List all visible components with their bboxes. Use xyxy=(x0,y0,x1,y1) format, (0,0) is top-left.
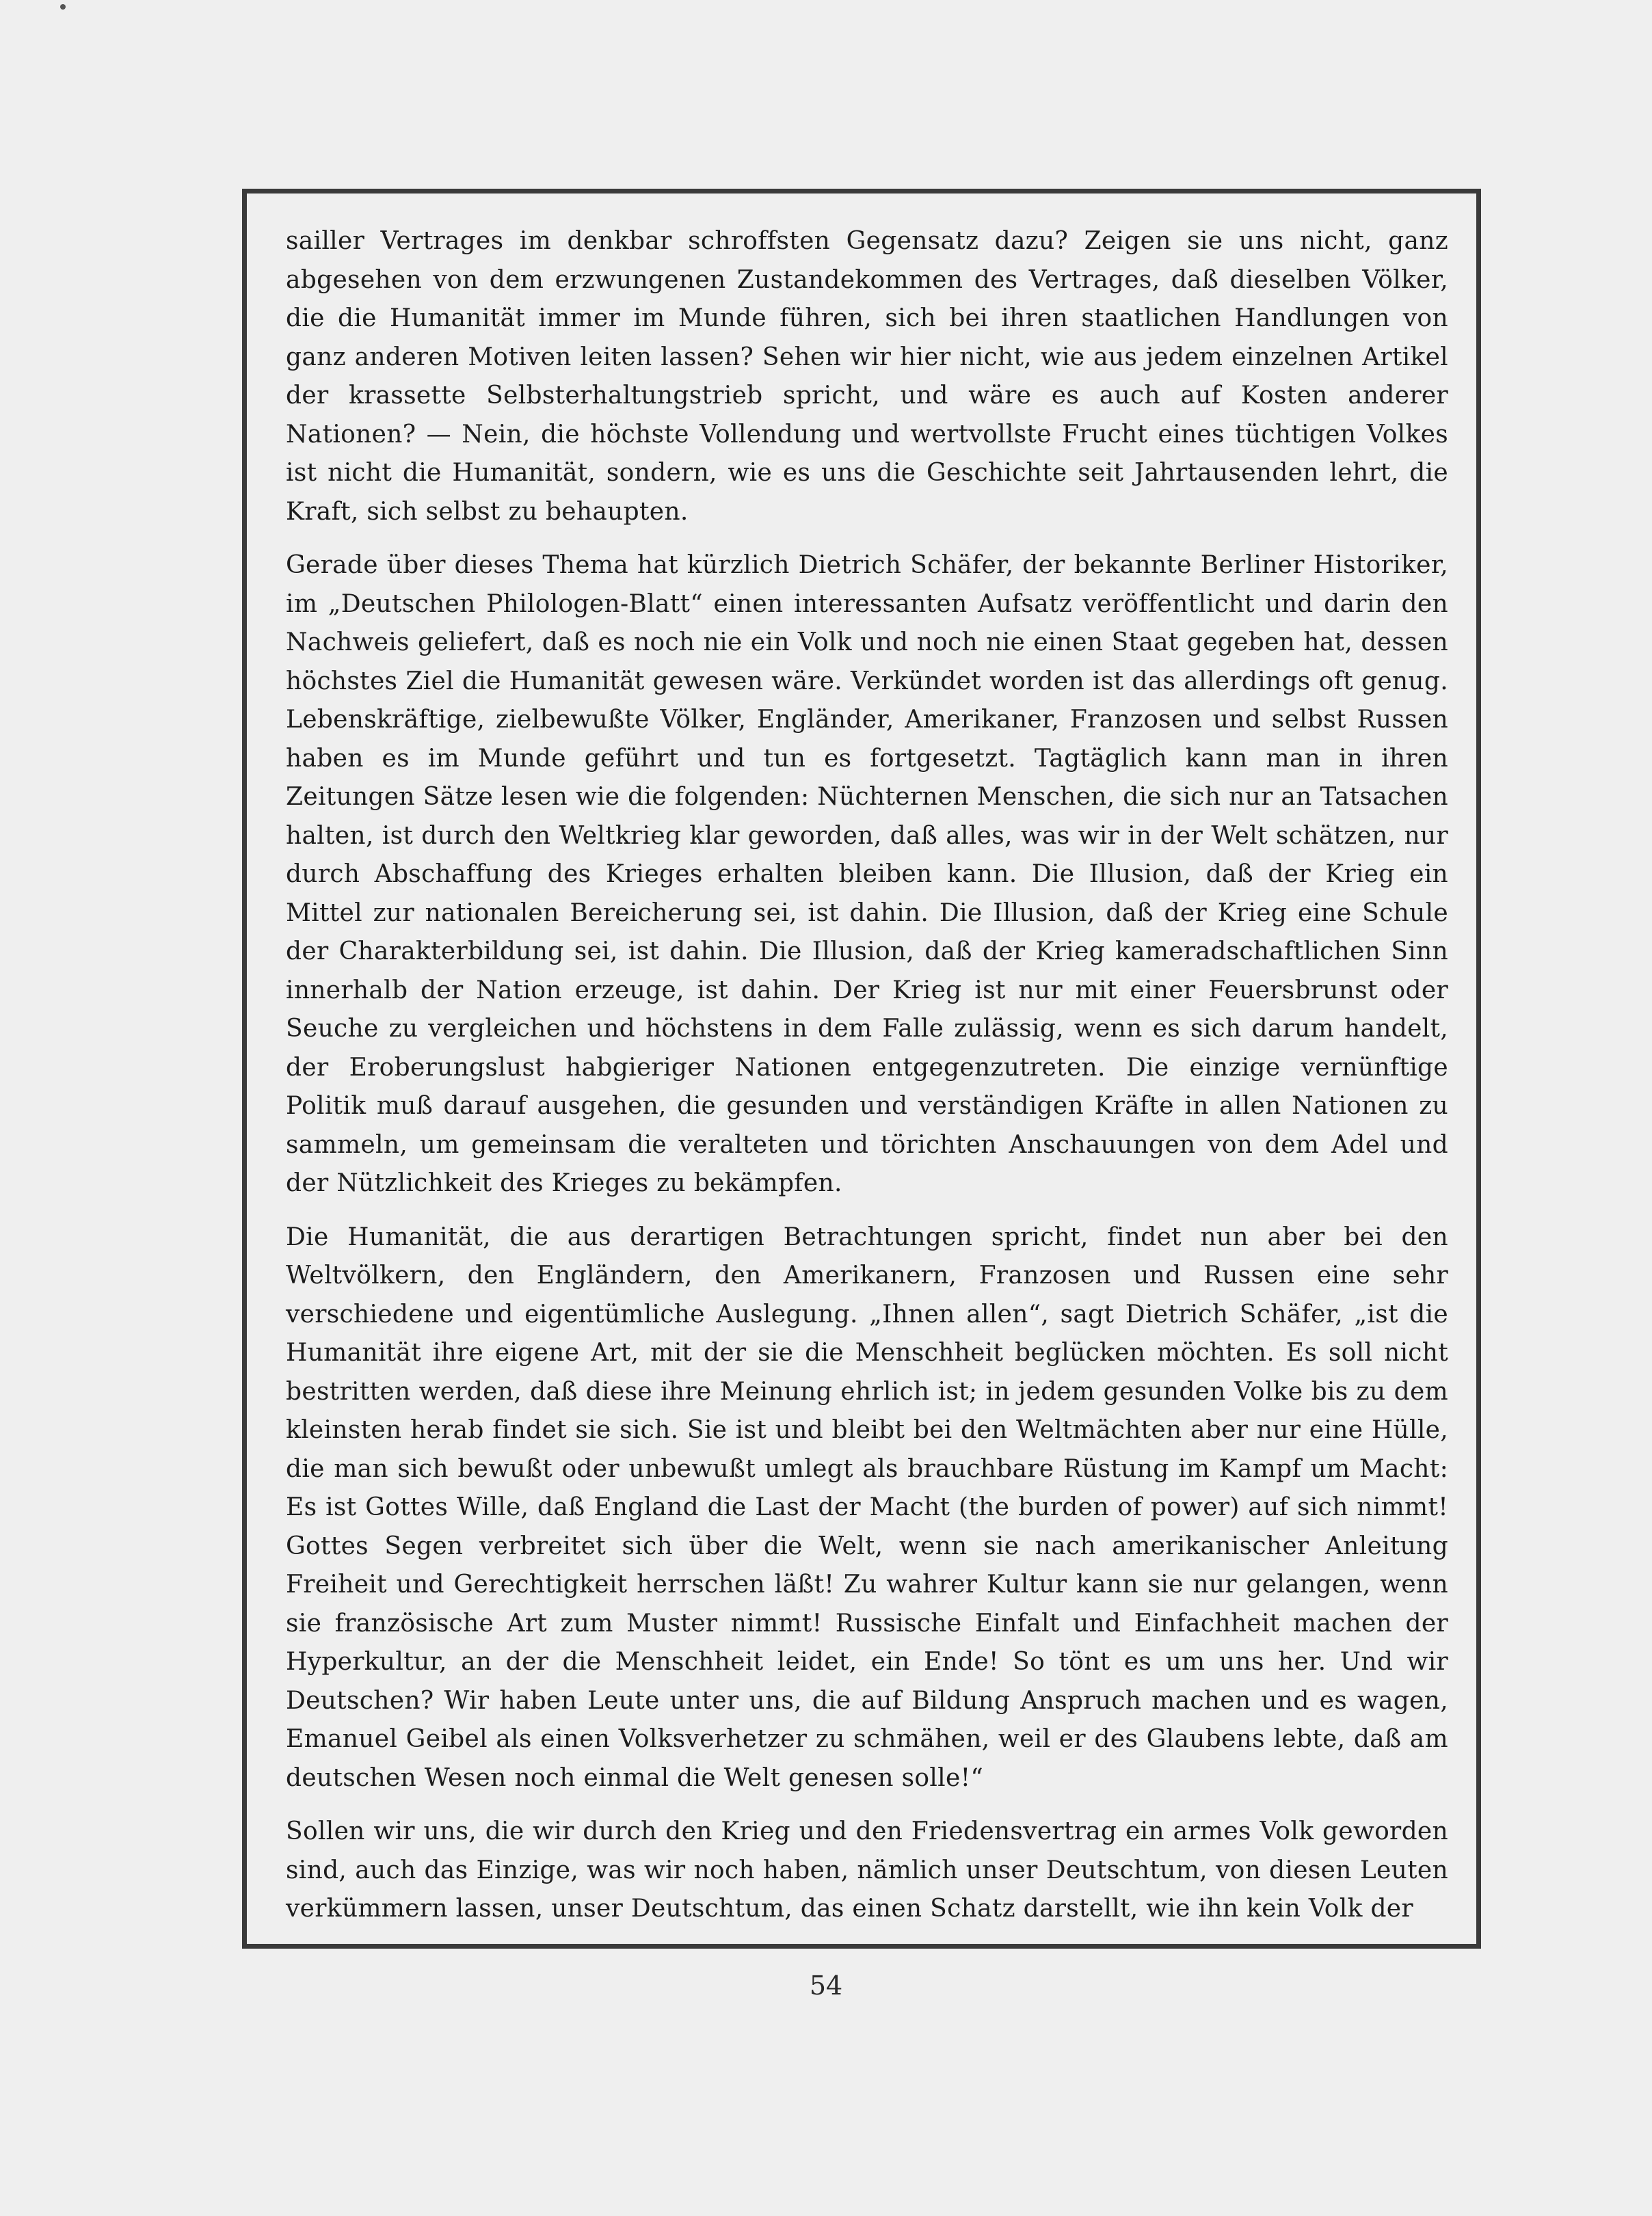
paragraph-1: sailler Vertrages im denkbar schroffsten Gegensatz dazu? Zeigen sie uns nicht, ganz abgesehen von dem erzwungenen Zustandekommen des Vertrages, daß dieselben Völker, die die Humanität immer im Munde führen, sich bei ihren staatlichen Handlungen von ganz anderen Motiven leiten lassen? Sehen wir hier nicht, wie aus jedem einzelnen Artikel der krassette Selbsterhaltungstrieb spricht, und wäre es auch auf Kosten anderer Nationen? — Nein, die höchste Vollendung und wertvollste Frucht eines tüchtigen Volkes ist nicht die Humanität, sondern, wie es uns die Geschichte seit Jahrtausenden lehrt, die Kraft, sich selbst zu behaupten. xyxy=(286,227,1448,526)
body-text xyxy=(286,222,1448,1944)
page-number: 54 xyxy=(809,1971,843,2001)
text-frame xyxy=(242,189,1481,1949)
paragraph-4: Sollen wir uns, die wir durch den Krieg und den Friedensvertrag ein armes Volk geworden sind, auch das Einzige, was wir noch haben, nämlich unser Deutschtum, von diesen Leuten verkümmern lassen, unser Deutschtum, das einen Schatz darstellt, wie ihn kein Volk der xyxy=(286,1817,1448,1923)
scan-speck xyxy=(60,4,66,10)
paragraph-3: Die Humanität, die aus derartigen Betrachtungen spricht, findet nun aber bei den Weltvölkern, den Engländern, den Amerikanern, Franzosen und Russen eine sehr verschiedene und eigentümliche Auslegung. „Ihnen allen“, sagt Dietrich Schäfer, „ist die Humanität ihre eigene Art, mit der sie die Menschheit beglücken möchten. Es soll nicht bestritten werden, daß diese ihre Meinung ehrlich ist; in jedem gesunden Volke bis zu dem kleinsten herab findet sie sich. Sie ist und bleibt bei den Weltmächten aber nur eine Hülle, die man sich bewußt oder unbewußt umlegt als brauchbare Rüstung im Kampf um Macht: Es ist Gottes Wille, daß England die Last der Macht (the burden of power) auf sich nimmt! Gottes Segen verbreitet sich über die Welt, wenn sie nach amerikanischer Anleitung Freiheit und Gerechtigkeit herrschen läßt! Zu wahrer Kultur kann sie nur gelangen, wenn sie französische Art zum Muster nimmt! Russische Einfalt und Einfachheit machen der Hyperkultur, an der die Menschheit leidet, ein Ende! So tönt es um uns her. Und wir Deutschen? Wir haben Leute unter uns, die auf Bildung Anspruch machen und es wagen, Emanuel Geibel als einen Volksverhetzer zu schmähen, weil er des Glaubens lebte, daß am deutschen Wesen noch einmal die Welt genesen solle!“ xyxy=(286,1223,1448,1792)
paragraph-2: Gerade über dieses Thema hat kürzlich Dietrich Schäfer, der bekannte Berliner Historiker, im „Deutschen Philologen-Blatt“ einen interessanten Aufsatz veröffentlicht und darin den Nachweis geliefert, daß es noch nie ein Volk und noch nie einen Staat gegeben hat, dessen höchstes Ziel die Humanität gewesen wäre. Verkündet worden ist das allerdings oft genug. Lebenskräftige, zielbewußte Völker, Engländer, Amerikaner, Franzosen und selbst Russen haben es im Munde geführt und tun es fortgesetzt. Tagtäglich kann man in ihren Zeitungen Sätze lesen wie die folgenden: Nüchternen Menschen, die sich nur an Tatsachen halten, ist durch den Weltkrieg klar geworden, daß alles, was wir in der Welt schätzen, nur durch Abschaffung des Krieges erhalten bleiben kann. Die Illusion, daß der Krieg ein Mittel zur nationalen Bereicherung sei, ist dahin. Die Illusion, daß der Krieg eine Schule der Charakterbildung sei, ist dahin. Die Illusion, daß der Krieg kameradschaftlichen Sinn innerhalb der Nation erzeuge, ist dahin. Der Krieg ist nur mit einer Feuersbrunst oder Seuche zu vergleichen und höchstens in dem Falle zulässig, wenn es sich darum handelt, der Eroberungslust habgieriger Nationen entgegenzutreten. Die einzige vernünftige Politik muß darauf ausgehen, die gesunden und verständigen Kräfte in allen Nationen zu sammeln, um gemeinsam die veralteten und törichten Anschauungen von dem Adel und der Nützlichkeit des Krieges zu bekämpfen. xyxy=(286,551,1448,1197)
